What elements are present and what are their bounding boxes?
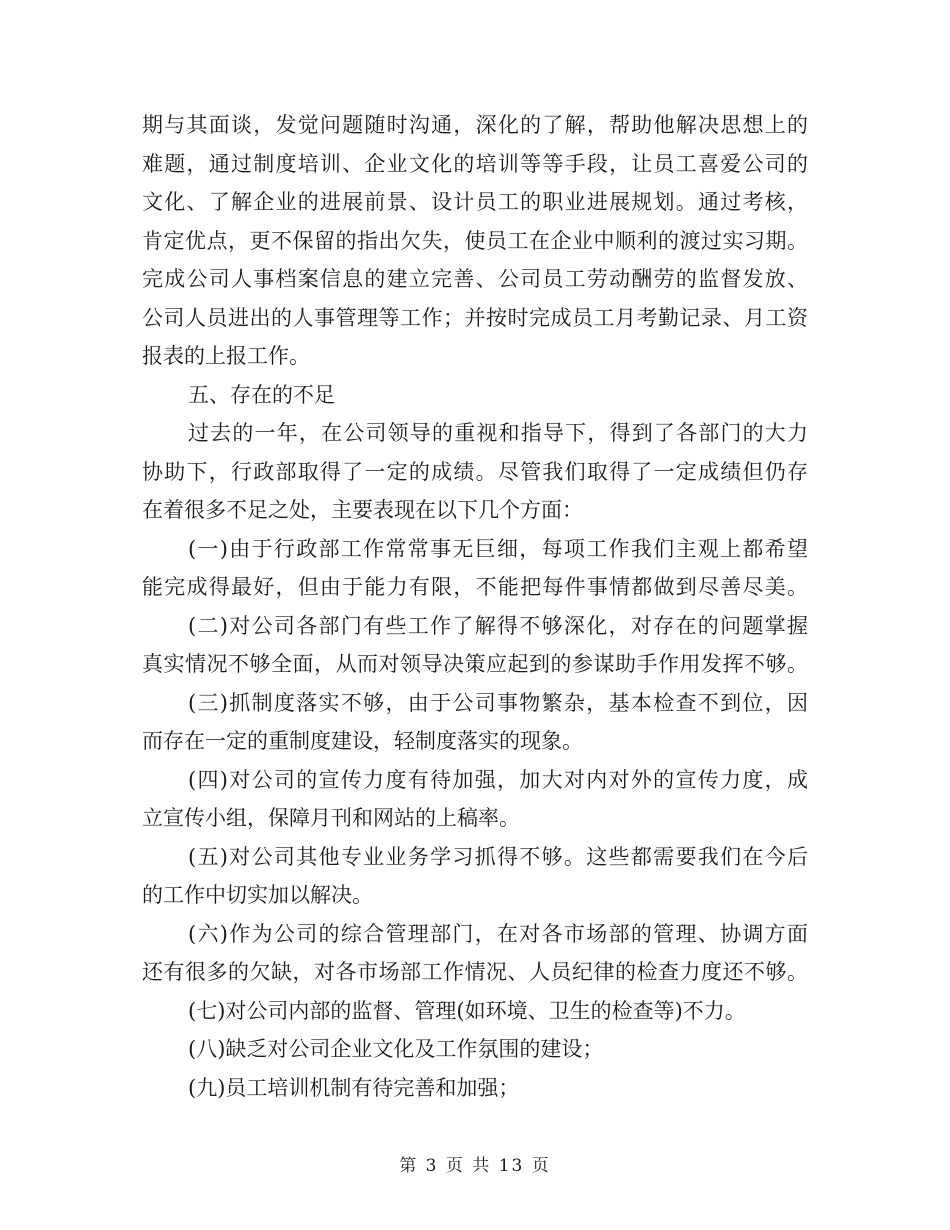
page-number-footer: 第 3 页 共 13 页 [399, 1156, 551, 1176]
document-body [142, 106, 808, 1107]
list-item-line: (一)由于行政部工作常常事无巨细，每项工作我们主观上都希望 [188, 536, 808, 561]
body-line: 公司人员进出的人事管理等工作；并按时完成员工月考勤记录、月工资 [142, 305, 808, 330]
body-line: 肯定优点，更不保留的指出欠失，使员工在企业中顺利的渡过实习期。 [142, 228, 808, 253]
body-line: 协助下，行政部取得了一定的成绩。尽管我们取得了一定成绩但仍存 [142, 459, 808, 484]
list-item-line: (六)作为公司的综合管理部门，在对各市场部的管理、协调方面 [188, 921, 808, 946]
list-item-line: (八)缺乏对公司企业文化及工作氛围的建设； [188, 1037, 604, 1061]
list-item-line: (五)对公司其他专业业务学习抓得不够。这些都需要我们在今后 [188, 844, 808, 869]
body-line: 在着很多不足之处，主要表现在以下几个方面： [142, 498, 583, 522]
list-item-line: 真实情况不够全面，从而对领导决策应起到的参谋助手作用发挥不够。 [142, 652, 808, 676]
body-line: 难题，通过制度培训、企业文化的培训等等手段，让员工喜爱公司的 [142, 151, 808, 176]
list-item-line: (三)抓制度落实不够，由于公司事物繁杂，基本检查不到位，因 [188, 690, 808, 715]
body-line: 完成公司人事档案信息的建立完善、公司员工劳动酬劳的监督发放、 [142, 267, 808, 291]
list-item-line: (二)对公司各部门有些工作了解得不够深化，对存在的问题掌握 [188, 613, 808, 638]
list-item-line: (九)员工培训机制有待完善和加强； [188, 1075, 520, 1100]
list-item-line: 能完成得最好，但由于能力有限，不能把每件事情都做到尽善尽美。 [142, 575, 808, 599]
list-item-line: (七)对公司内部的监督、管理(如环境、卫生的检查等)不力。 [188, 998, 746, 1023]
list-item-line: 的工作中切实加以解决。 [142, 883, 373, 907]
list-item-line: (四)对公司的宣传力度有待加强，加大对内对外的宣传力度，成 [188, 767, 808, 792]
section-heading: 五、存在的不足 [188, 382, 335, 407]
list-item-line: 立宣传小组，保障月刊和网站的上稿率。 [142, 806, 520, 830]
body-line: 过去的一年，在公司领导的重视和指导下，得到了各部门的大力 [188, 421, 808, 445]
body-line: 文化、了解企业的进展前景、设计员工的职业进展规划。通过考核， [142, 190, 808, 214]
body-line: 报表的上报工作。 [142, 344, 310, 368]
body-line: 期与其面谈，发觉问题随时沟通，深化的了解，帮助他解决思想上的 [142, 113, 808, 137]
list-item-line: 还有很多的欠缺，对各市场部工作情况、人员纪律的检查力度还不够。 [142, 960, 808, 984]
list-item-line: 而存在一定的重制度建设，轻制度落实的现象。 [142, 729, 583, 753]
